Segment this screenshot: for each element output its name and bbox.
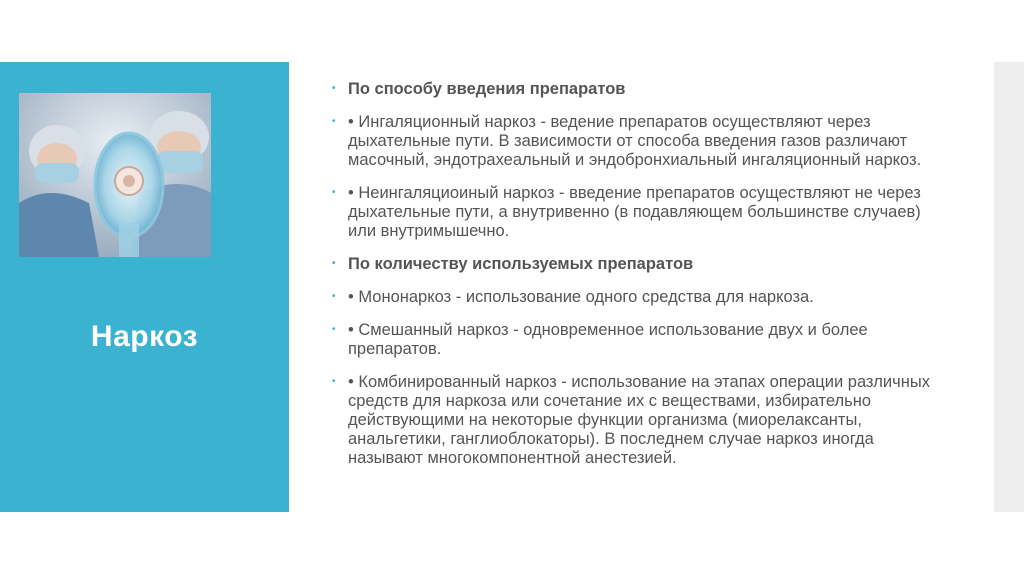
list-item-text: • Комбинированный наркоз - использование на этапах операции различных средств для наркоза или сочетание их с веществами, избирательно действующими на некоторые функции организма (миорелаксанты, анальгетики, ганглиоблокаторы). В последнем случае наркоз иногда называют многокомпонентной анестезией. (348, 373, 930, 467)
list-heading (332, 80, 942, 99)
list-item (332, 113, 942, 170)
list-item (332, 321, 942, 359)
slide-title: Наркоз (90, 320, 199, 353)
list-item-text: • Ингаляционный наркоз - ведение препаратов осуществляют через дыхательные пути. В зависимости от способа введения газов различают масочный, эндотрахеальный и эндобронхиальный ингаляционный наркоз. (348, 113, 922, 169)
bullet-icon: • (332, 83, 336, 94)
bullet-icon: • (332, 291, 336, 302)
bullet-icon: • (332, 376, 336, 387)
list-heading (332, 255, 942, 274)
right-edge-strip (994, 62, 1024, 512)
list-heading-text: По способу введения препаратов (348, 80, 626, 98)
list-item (332, 373, 942, 468)
anesthesia-photo (19, 93, 211, 257)
list-heading-text: По количеству используемых препаратов (348, 255, 694, 273)
bullet-icon: • (332, 116, 336, 127)
title-panel (0, 62, 289, 512)
anesthesia-photo-illustration (19, 93, 211, 257)
list-item-text: • Неингаляциоиный наркоз - введение препаратов осуществляют не через дыхательные пути, а внутривенно (в подавляющем большинстве случаев) или внутримышечно. (348, 184, 921, 240)
list-item-text: • Смешанный наркоз - одновременное использование двух и более препаратов. (348, 321, 868, 358)
bullet-icon: • (332, 187, 336, 198)
list-item-text: • Мононаркоз - использование одного средства для наркоза. (348, 288, 814, 306)
list-item (332, 184, 942, 241)
content-list (332, 80, 942, 468)
list-item (332, 288, 942, 307)
bullet-icon: • (332, 258, 336, 269)
bullet-icon: • (332, 324, 336, 335)
